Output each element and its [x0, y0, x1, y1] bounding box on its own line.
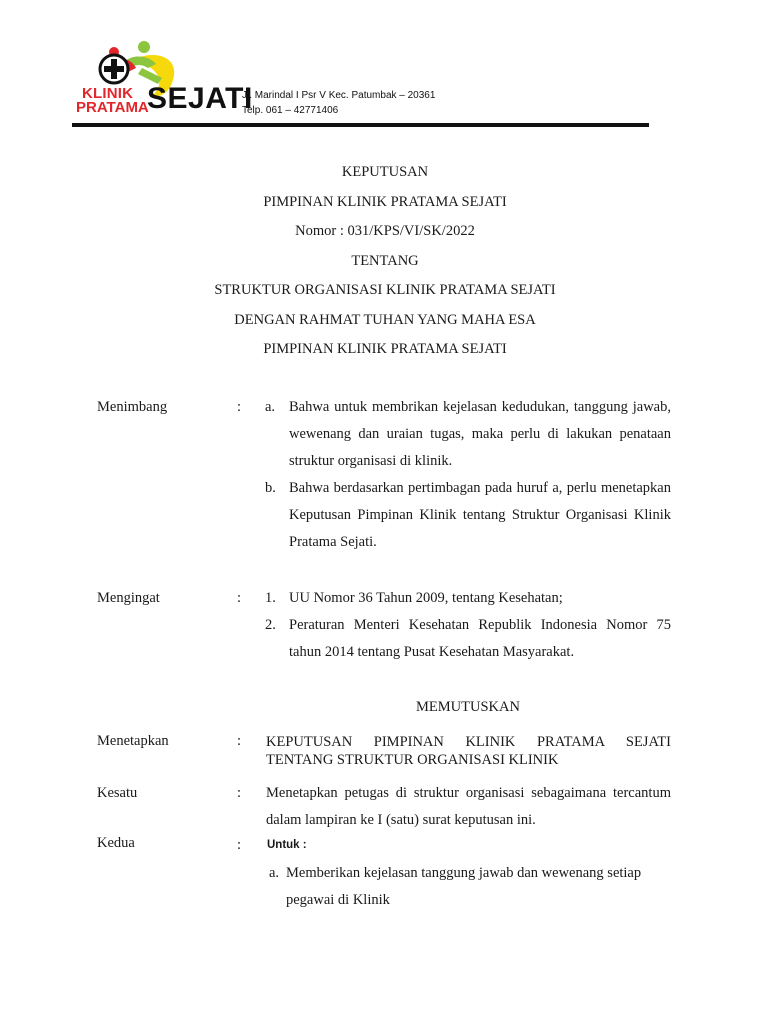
logo-text-sejati: SEJATI — [147, 82, 253, 115]
document-title — [72, 160, 698, 367]
kedua-a-text: Memberikan kejelasan tanggung jawab dan wewenang setiap pegawai di Klinik — [286, 865, 642, 908]
kedua-a-marker: a. — [269, 865, 280, 881]
title-struktur: STRUKTUR ORGANISASI KLINIK PRATAMA SEJATI — [214, 282, 556, 298]
title-pimpinan: PIMPINAN KLINIK PRATAMA SEJATI — [263, 193, 507, 210]
title-keputusan: KEPUTUSAN — [341, 164, 429, 180]
kedua-untuk: Untuk : — [267, 839, 307, 851]
menetapkan-label: Menetapkan — [97, 733, 169, 749]
kedua-label: Kedua — [97, 835, 135, 851]
title-rahmat: DENGAN RAHMAT TUHAN YANG MAHA ESA — [234, 311, 536, 328]
mengingat-2-text: Peraturan Menteri Kesehatan Republik Indonesia Nomor 75 tahun 2014 tentang Pusat Kesehatan Masyarakat. — [289, 617, 671, 660]
menimbang-colon: : — [237, 399, 242, 415]
clinic-address: Jl. Marindal I Psr V Kec. Patumbak – 20361 — [242, 90, 436, 101]
menimbang-b-text: Bahwa berdasarkan pertimbagan pada huruf a, perlu menetapkan Keputusan Pimpinan Klinik tentang Struktur Organisasi Klinik Pratama Sejati. — [289, 480, 671, 550]
menimbang-b-marker: b. — [265, 480, 276, 496]
menetapkan-colon: : — [237, 733, 242, 749]
kedua-colon: : — [237, 837, 242, 853]
mengingat-colon: : — [237, 590, 242, 606]
logo-text-klinik: KLINIK — [82, 85, 134, 102]
mengingat-2-marker: 2. — [265, 617, 276, 633]
clinic-address-block — [242, 88, 435, 118]
title-tentang: TENTANG — [351, 252, 419, 269]
kesatu-colon: : — [237, 785, 242, 801]
clinic-logo — [72, 38, 253, 120]
title-nomor: Nomor : 031/KPS/VI/SK/2022 — [295, 223, 475, 239]
header-divider — [72, 123, 649, 127]
logo-text-pratama: PRATAMA — [76, 99, 149, 116]
kesatu-text: Menetapkan petugas di struktur organisasi sebagaimana tercantum dalam lampiran ke I (satu) surat keputusan ini. — [266, 785, 671, 828]
mengingat-1-marker: 1. — [265, 590, 276, 606]
menimbang-label: Menimbang — [97, 399, 168, 415]
kesatu-label: Kesatu — [97, 785, 138, 801]
menetapkan-line-2: TENTANG STRUKTUR ORGANISASI KLINIK — [266, 752, 559, 768]
mengingat-label: Mengingat — [97, 590, 160, 606]
clinic-phone: Telp. 061 – 42771406 — [242, 105, 339, 116]
memutuskan-heading: MEMUTUSKAN — [416, 699, 520, 715]
mengingat-1-text: UU Nomor 36 Tahun 2009, tentang Kesehatan; — [289, 590, 563, 606]
title-pimpinan-2: PIMPINAN KLINIK PRATAMA SEJATI — [263, 341, 507, 357]
menimbang-a-marker: a. — [265, 399, 276, 415]
menetapkan-line-1: KEPUTUSAN PIMPINAN KLINIK PRATAMA SEJATI — [266, 734, 671, 750]
menimbang-a-text: Bahwa untuk membrikan kejelasan kedudukan, tanggung jawab, wewenang dan uraian tugas, maka perlu di lakukan penataan struktur organisasi di klinik. — [289, 399, 671, 469]
